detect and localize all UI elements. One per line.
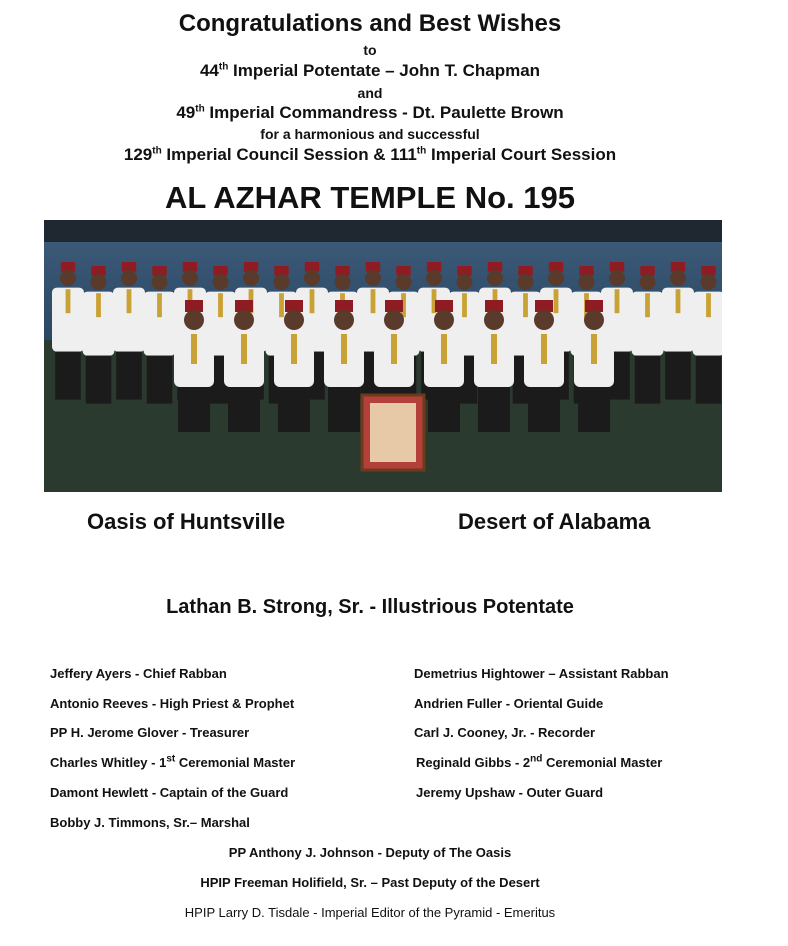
ordinal-number: 49 <box>176 103 196 122</box>
officer-left: Bobby J. Timmons, Sr.– Marshal <box>50 815 250 830</box>
potentate-text: Imperial Potentate – John T. Chapman <box>228 61 541 80</box>
heading-and: and <box>357 85 383 101</box>
imperial-editor: HPIP Larry D. Tisdale - Imperial Editor of the Pyramid - Emeritus <box>184 905 556 920</box>
officer-name: Reginald Gibbs - 2 <box>416 755 531 770</box>
ordinal-suffix: th <box>195 103 205 115</box>
ordinal-number: 129 <box>123 145 153 164</box>
commandress-text: Imperial Commandress - Dt. Paulette Brown <box>204 103 564 122</box>
ordinal-suffix: th <box>152 145 162 157</box>
heading-congratulations: Congratulations and Best Wishes <box>178 10 562 37</box>
group-photo <box>44 220 722 492</box>
officer-right: Demetrius Hightower – Assistant Rabban <box>414 666 669 681</box>
illustrious-potentate: Lathan B. Strong, Sr. - Illustrious Potentate <box>166 596 574 618</box>
heading-imperial-commandress <box>0 103 740 123</box>
temple-name: AL AZHAR TEMPLE No. 195 <box>165 180 575 215</box>
officer-right: Jeremy Upshaw - Outer Guard <box>416 785 604 800</box>
officer-role: Ceremonial Master <box>542 755 663 770</box>
past-deputy: HPIP Freeman Holifield, Sr. – Past Deputy of the Desert <box>200 875 540 890</box>
officer-left: PP H. Jerome Glover - Treasurer <box>50 725 250 740</box>
heading-imperial-potentate <box>0 61 740 81</box>
ordinal-suffix: th <box>218 61 229 73</box>
council-text: Imperial Council Session & 111 <box>161 145 417 164</box>
location-oasis: Oasis of Huntsville <box>87 509 286 534</box>
heading-sessions <box>0 145 740 165</box>
deputy-oasis: PP Anthony J. Johnson - Deputy of The Oasis <box>228 845 512 860</box>
officer-left: Jeffery Ayers - Chief Rabban <box>50 666 227 681</box>
officer-name: Charles Whitley - 1 <box>50 755 167 770</box>
officer-right: Carl J. Cooney, Jr. - Recorder <box>414 725 596 740</box>
officer-right: Andrien Fuller - Oriental Guide <box>414 696 604 711</box>
officer-role: Ceremonial Master <box>175 755 296 770</box>
heading-for: for a harmonious and successful <box>260 126 480 142</box>
ordinal-suffix: th <box>416 145 427 157</box>
heading-to: to <box>363 42 377 58</box>
ordinal-number: 44 <box>199 61 219 80</box>
officer-left: Damont Hewlett - Captain of the Guard <box>50 785 289 800</box>
location-desert: Desert of Alabama <box>458 509 651 534</box>
court-text: Imperial Court Session <box>426 145 617 164</box>
ordinal-suffix: nd <box>530 753 543 765</box>
ordinal-suffix: st <box>166 753 176 765</box>
officer-ceremonial-first <box>50 755 295 770</box>
officer-ceremonial-second <box>416 755 662 770</box>
officer-left: Antonio Reeves - High Priest & Prophet <box>50 696 295 711</box>
